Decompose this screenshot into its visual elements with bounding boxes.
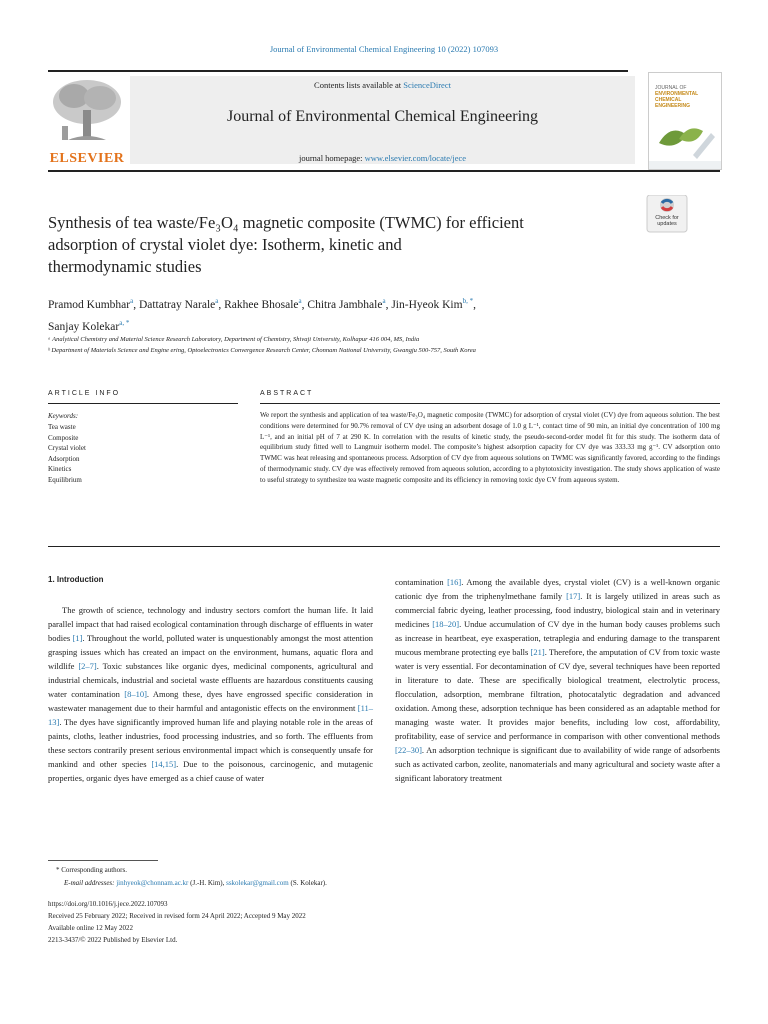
- intro-text: . Due to the poisonous, carcinogenic, and mutagenic properties, organic dyes have emerged as a chief cause of water: [48, 759, 373, 783]
- citation-link[interactable]: [2–7]: [78, 661, 97, 671]
- keywords-list: [48, 422, 86, 485]
- intro-text: . Among the available dyes, crystal violet (CV) is a well-known organic cationic dye from the triphenylmethane family: [395, 577, 720, 601]
- email-link[interactable]: jinhyeok@chonnam.ac.kr: [116, 879, 189, 887]
- available-online: Available online 12 May 2022: [48, 924, 134, 932]
- intro-text: . Toxic substances like organic dyes, medicinal components, agricultural and industrial chemicals, industrial and societal waste effluents are hazardous constituents causing water contamination: [48, 661, 373, 699]
- citation-link[interactable]: [11–13]: [48, 703, 373, 727]
- author-name[interactable]: Rakhee Bhosale: [224, 298, 299, 311]
- affiliation-a: ᵃ Analytical Chemistry and Material Science Research Laboratory, Department of Chemistry, Shivaji University, Kolhapur 416 004, MS, India: [48, 336, 420, 343]
- received-dates: Received 25 February 2022; Received in revised form 24 April 2022; Accepted 9 May 2022: [48, 912, 306, 920]
- homepage-prefix: journal homepage:: [298, 153, 365, 163]
- keyword-item: Crystal violet: [48, 444, 86, 452]
- keyword-item: Equilibrium: [48, 475, 82, 484]
- contents-prefix: Contents lists available at: [314, 80, 404, 90]
- intro-text: contamination: [395, 577, 448, 587]
- intro-right-column: [395, 575, 720, 785]
- citation-link[interactable]: [16]: [447, 577, 462, 587]
- copyright-line: 2213-3437/© 2022 Published by Elsevier Ltd.: [48, 936, 178, 944]
- email-owner: (J.-H. Kim),: [188, 879, 227, 887]
- intro-text: . An adsorption technique is significant due to availability of wide range of adsorbents such as activated carbon, zeolite, nanomaterials and many agricultural and society waste after a significant laboratory treatment: [395, 745, 720, 783]
- cover-title-line: JOURNAL OF: [655, 85, 687, 91]
- corresponding-authors-note: * Corresponding authors.: [56, 866, 127, 874]
- author-affiliation-mark[interactable]: a: [298, 297, 302, 305]
- homepage-link[interactable]: www.elsevier.com/locate/jece: [364, 153, 467, 163]
- citation-link[interactable]: [8–10]: [124, 689, 147, 699]
- affiliation-b: ᵇ Department of Materials Science and Engine ering, Optoelectronics Convergence Research Center, Chonnam National University, Gwangju 500-757, South Korea: [48, 347, 476, 354]
- article-title: [48, 212, 608, 278]
- author-affiliation-mark[interactable]: b, *: [462, 297, 474, 305]
- intro-text: . Therefore, the amputation of CV from toxic waste water is very essential. For decontamination of CV dye, several techniques have been reported in literature to date. These are specifically biological treatment, electrolytic process, flocculation, adsorption, membrane filtration, photocatalytic degradation and advanced oxidation. Among these, adsorption technique has been considered as an adaptable method for managing waste water. It provides major benefits, including low cost, affordability, profitability, ease of service and performance in comparison with other conventional methods: [395, 647, 720, 741]
- citation-link[interactable]: [17]: [566, 591, 581, 601]
- keywords-label: Keywords:: [48, 412, 79, 420]
- journal-cover-thumbnail[interactable]: [648, 72, 722, 170]
- check-label-line: updates: [657, 221, 677, 227]
- author-affiliation-mark[interactable]: a, *: [119, 318, 130, 327]
- keyword-item: Adsorption: [48, 454, 80, 463]
- info-rule: [48, 403, 238, 404]
- intro-text: . Undue accumulation of CV dye in the human body causes problems such as increase in heartbeat, eye exasperation, tetraplegia and enduring damage to the transparent mucous membrane protecting eye balls: [395, 619, 720, 657]
- intro-text: . It is largely utilized in areas such as commercial fabric dyeing, leather processing, food industry, biological stain and in veterinary medicines: [395, 591, 721, 629]
- email-line: [64, 879, 327, 887]
- email-link[interactable]: sskolekar@gmail.com: [226, 879, 289, 887]
- abstract-heading: ABSTRACT: [260, 390, 314, 397]
- author-name[interactable]: Sanjay Kolekar: [48, 320, 120, 333]
- cover-title-line: CHEMICAL: [655, 97, 682, 103]
- cover-title-line: ENVIRONMENTAL: [655, 91, 699, 97]
- author-affiliation-mark[interactable]: a: [130, 297, 134, 305]
- citation-link[interactable]: [1]: [72, 633, 83, 643]
- citation-link[interactable]: [14,15]: [151, 759, 177, 769]
- journal-title: Journal of Environmental Chemical Engineering: [226, 108, 539, 125]
- intro-text: . Among these, dyes have engrossed specific consideration in wastewater management due to their harmful and antagonistic effects on the environment: [48, 689, 373, 713]
- journal-reference-link[interactable]: Journal of Environmental Chemical Engineering 10 (2022) 107093: [269, 44, 499, 54]
- article-title-line: adsorption of crystal violet dye: Isotherm, kinetic and: [48, 235, 402, 254]
- homepage-line: [130, 153, 635, 163]
- footnote-rule: [48, 860, 158, 861]
- contents-line: [130, 80, 635, 90]
- abstract-rule: [260, 403, 720, 404]
- author-name[interactable]: Pramod Kumbhar: [48, 298, 131, 311]
- article-title-line: Synthesis of tea waste/Fe₃O₄ magnetic composite (TWMC) for efficient: [48, 213, 524, 232]
- check-for-updates-icon: [645, 195, 689, 233]
- author-name[interactable]: Dattatray Narale: [138, 298, 216, 311]
- article-title-line: thermodynamic studies: [48, 257, 202, 276]
- keyword-item: Tea waste: [48, 423, 76, 431]
- author-affiliation-mark[interactable]: a: [215, 297, 219, 305]
- header-bottom-rule: [48, 170, 720, 172]
- header-top-rule: [48, 70, 628, 72]
- elsevier-wordmark: ELSEVIER: [49, 151, 125, 166]
- email-owner: (S. Kolekar).: [288, 879, 327, 887]
- author-name[interactable]: Chitra Jambhale: [307, 298, 383, 311]
- intro-text: The growth of science, technology and industry sectors comfort the human life. It laid parallel impact that had raised ecological contamination through discharge of effluents in water bodies: [48, 605, 373, 643]
- section-heading-introduction: 1. Introduction: [48, 575, 104, 584]
- email-label: E-mail addresses:: [64, 879, 117, 887]
- author-list: Pramod Kumbhar$^a$, Dattatray Narale$^a$, Rakhee Bhosale$^a$, Chitra Jambhale$^a$, Jin-Hyeok Kim$^{b, *}$, Sanjay Kolekar$^{a, *}$: [48, 297, 476, 333]
- intro-text: . Throughout the world, polluted water is unquestionably amongst the most attention grasping issues which has created an impact on the environment, humans, aquatic flora and wildlife: [48, 633, 373, 671]
- author-affiliation-mark[interactable]: a: [382, 297, 386, 305]
- citation-link[interactable]: [22–30]: [395, 745, 422, 755]
- cover-title-line: ENGINEERING: [655, 103, 691, 109]
- author-name[interactable]: Jin-Hyeok Kim: [391, 298, 463, 311]
- doi-link[interactable]: https://doi.org/10.1016/j.jece.2022.107093: [48, 900, 168, 908]
- keyword-item: Composite: [48, 433, 79, 442]
- keyword-item: Kinetics: [48, 465, 72, 473]
- intro-text: . The dyes have significantly improved human life and playing notable role in the areas of paints, cloths, leather industries, food processing industries, and so forth. The effluents from these sectors contrarily present serious environmental impact which is consequently unsafe for mankind and other species: [48, 717, 373, 769]
- check-for-updates-badge[interactable]: [645, 195, 689, 233]
- cover-title: [655, 85, 715, 109]
- abstract-bottom-rule: [48, 546, 720, 547]
- citation-link[interactable]: [21]: [530, 647, 545, 657]
- abstract-text: We report the synthesis and application of tea waste/Fe₃O₄ magnetic composite (TWMC) for adsorption of crystal violet (CV) dye from aqueous solution. The best conditions were determined for 90.7% removal of CV dye using an adsorbent dosage of 1.0 g L⁻¹, contact time of 90 min, an initial dye concentration of 100 mg L⁻¹, and an initial pH of 7 at 290 K. In correlation with the results of kinetic study, the pseudo-second-order model fit for this study. The isotherm data of equilibrium study fitted well to Langmuir isotherm model. The composite’s highest adsorption capacity for CV dye was 333.33 mg g⁻¹. CV adsorption onto TWMC was heat releasing and spontaneous process. Adsorption of CV dye from aqueous solutions on TWMC was significantly favored, according to the findings of thermodynamic study. CV dye was effectively removed from aqueous solution, according to a phytotoxicity investigation. The study shows application of waste to useful strategy to synthesize tea waste magnetic composite and its efficiency in removing toxic dye CV from aqueous system.: [260, 411, 720, 484]
- article-info-heading: ARTICLE INFO: [48, 390, 121, 397]
- check-label-line: Check for: [655, 215, 679, 221]
- citation-link[interactable]: [18–20]: [432, 619, 460, 629]
- intro-left-column: [48, 603, 373, 785]
- sciencedirect-link[interactable]: ScienceDirect: [403, 80, 451, 90]
